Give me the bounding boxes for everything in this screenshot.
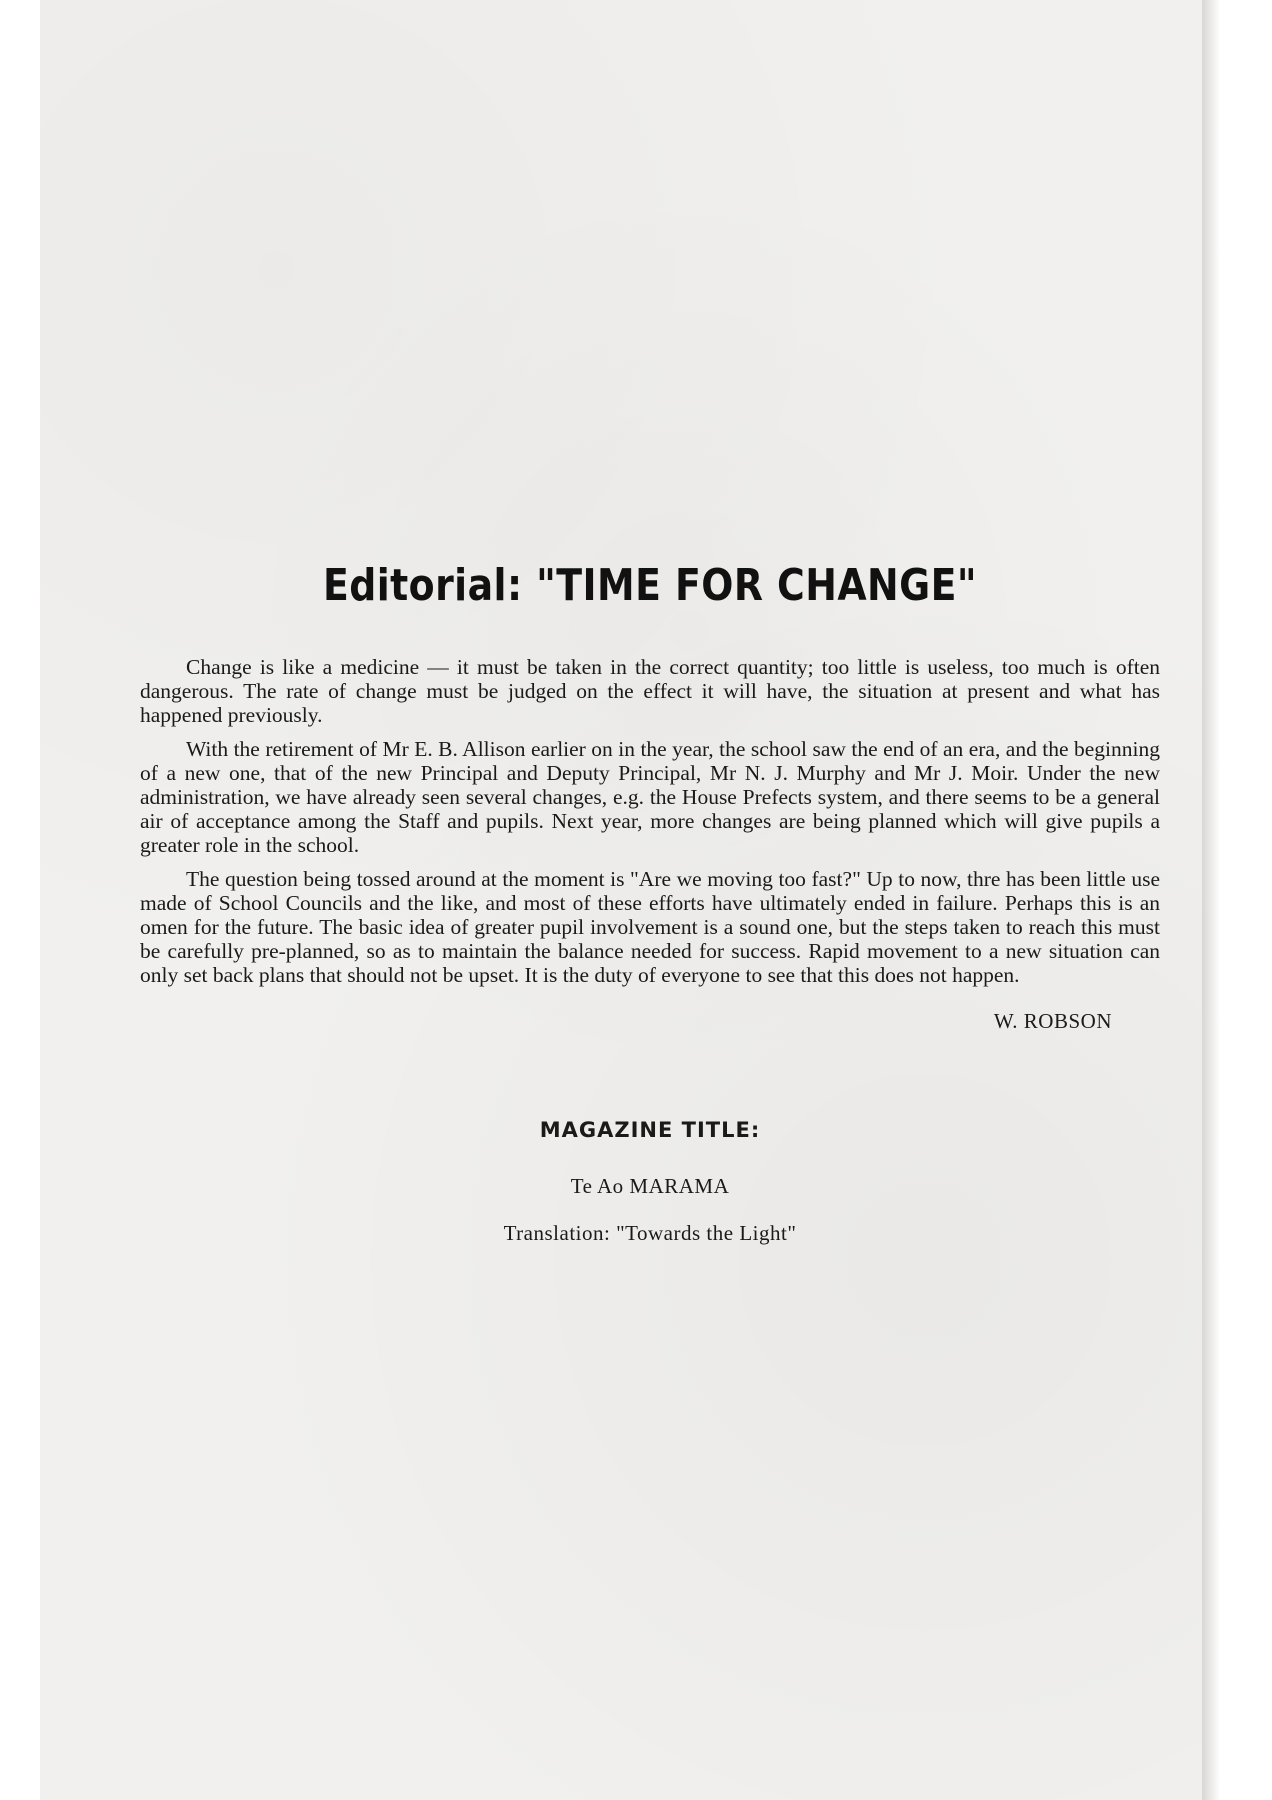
paper-sheet <box>40 0 1220 1800</box>
editorial-author: W. ROBSON <box>993 1009 1112 1033</box>
editorial-paragraph-2: With the retirement of Mr E. B. Allison earlier on in the year, the school saw the end of an era, and the beginning of a new one, that of the new Principal and Deputy Principal, Mr N. J. Murphy and Mr J. Moir. Under the new administration, we have already seen several changes, e.g. the House Prefects system, and there seems to be a general air of acceptance among the Staff and pupils. Next year, more changes are being planned which will give pupils a greater role in the school. <box>140 737 1160 857</box>
editorial-title: Editorial: "TIME FOR CHANGE" <box>322 560 978 611</box>
magazine-heading: MAGAZINE TITLE: <box>539 1118 761 1142</box>
magazine-name: Te Ao MARAMA <box>570 1174 730 1198</box>
editorial-content <box>140 560 1160 1246</box>
editorial-paragraph-1: Change is like a medicine — it must be taken in the correct quantity; too little is useless, too much is often dangerous. The rate of change must be judged on the effect it will have, the situation at present and what has happened previously. <box>140 655 1160 727</box>
editorial-paragraph-3: The question being tossed around at the moment is "Are we moving too fast?" Up to now, thre has been little use made of School Councils and the like, and most of these efforts have ultimately ended in failure. Perhaps this is an omen for the future. The basic idea of greater pupil involvement is a sound one, but the steps taken to reach this must be carefully pre-planned, so as to maintain the balance needed for success. Rapid movement to a new situation can only set back plans that should not be upset. It is the duty of everyone to see that this does not happen. <box>140 867 1160 987</box>
editorial-body <box>140 655 1160 987</box>
magazine-translation: Translation: "Towards the Light" <box>503 1221 797 1245</box>
paper-edge <box>1202 0 1220 1800</box>
magazine-title-section <box>140 1118 1160 1246</box>
